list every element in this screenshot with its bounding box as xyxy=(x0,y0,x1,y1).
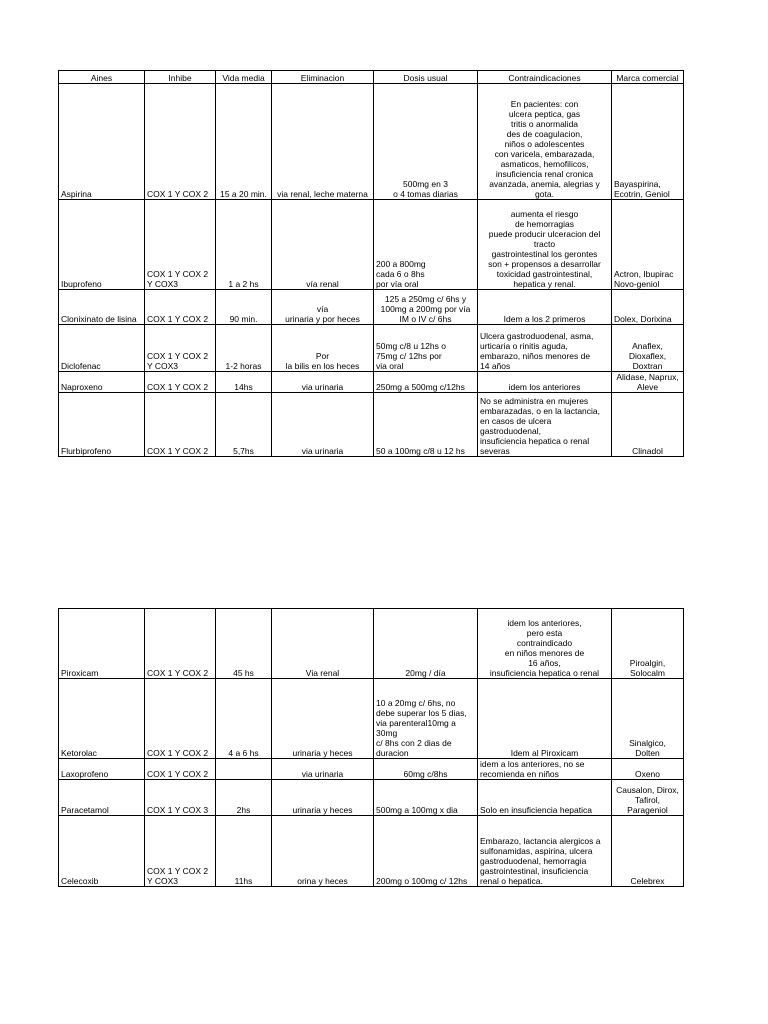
cell-inhibe: COX 1 Y COX 2 xyxy=(145,84,216,200)
table-row xyxy=(59,372,684,393)
cell-vida-media: 45 hs xyxy=(216,609,272,679)
cell-marca: Bayaspirina, Ecotrin, Geniol xyxy=(612,84,684,200)
cell-marca: Clinadol xyxy=(612,393,684,457)
cell-inhibe: COX 1 Y COX 2 xyxy=(145,372,216,393)
cell-vida-media: 2hs xyxy=(216,780,272,816)
cell-aines: Paracetamol xyxy=(59,780,145,816)
cell-inhibe: COX 1 Y COX 2 xyxy=(145,290,216,325)
cell-eliminacion: via urinaria xyxy=(272,393,374,457)
cell-dosis: 125 a 250mg c/ 6hs y 100mg a 200mg por vía IM o IV c/ 6hs xyxy=(374,290,478,325)
table-header-row xyxy=(59,71,684,84)
table-row xyxy=(59,816,684,887)
header-contraindicaciones: Contraindicaciones xyxy=(478,71,612,84)
cell-vida-media: 90 min. xyxy=(216,290,272,325)
cell-marca: Alidase, Naprux, Aleve xyxy=(612,372,684,393)
cell-dosis: 50 a 100mg c/8 u 12 hs xyxy=(374,393,478,457)
cell-aines: Ketorolac xyxy=(59,679,145,759)
cell-marca: Piroalgin, Solocalm xyxy=(612,609,684,679)
nsaid-table-2 xyxy=(58,608,684,887)
cell-marca: Celebrex xyxy=(612,816,684,887)
cell-eliminacion: urinaria y heces xyxy=(272,679,374,759)
cell-inhibe: COX 1 Y COX 3 xyxy=(145,780,216,816)
cell-aines: Laxoprofeno xyxy=(59,759,145,780)
cell-aines: Ibuprofeno xyxy=(59,200,145,290)
table-row xyxy=(59,679,684,759)
cell-marca: Oxeno xyxy=(612,759,684,780)
cell-vida-media: 1 a 2 hs xyxy=(216,200,272,290)
cell-aines: Aspirina xyxy=(59,84,145,200)
cell-contraindicaciones: Ulcera gastroduodenal, asma, urticaria o rinitis aguda, embarazo, niños menores de 14 años xyxy=(478,325,612,372)
cell-vida-media: 4 a 6 hs xyxy=(216,679,272,759)
cell-eliminacion: via urinaria xyxy=(272,372,374,393)
table-row xyxy=(59,200,684,290)
cell-contraindicaciones: Solo en insuficiencia hepatica xyxy=(478,780,612,816)
cell-marca: Sinalgico, Dolten xyxy=(612,679,684,759)
cell-inhibe: COX 1 Y COX 2 xyxy=(145,679,216,759)
cell-contraindicaciones: idem los anteriores xyxy=(478,372,612,393)
table-row xyxy=(59,609,684,679)
header-vida-media: Vida media xyxy=(216,71,272,84)
cell-eliminacion: via renal, leche materna xyxy=(272,84,374,200)
cell-dosis: 20mg / día xyxy=(374,609,478,679)
cell-eliminacion: Via renal xyxy=(272,609,374,679)
cell-aines: Naproxeno xyxy=(59,372,145,393)
cell-vida-media: 11hs xyxy=(216,816,272,887)
cell-dosis: 60mg c/8hs xyxy=(374,759,478,780)
cell-inhibe: COX 1 Y COX 2 Y COX3 xyxy=(145,816,216,887)
cell-inhibe: COX 1 Y COX 2 xyxy=(145,759,216,780)
cell-marca: Actron, Ibupirac Novo-geniol xyxy=(612,200,684,290)
cell-eliminacion: Por la bilis en los heces xyxy=(272,325,374,372)
cell-contraindicaciones: Embarazo, lactancia alergicos a sulfonamidas, aspirina, ulcera gastroduodenal, hemorragia gastrointestinal, insuficiencia renal o hepatica. xyxy=(478,816,612,887)
cell-contraindicaciones: Idem al Piroxicam xyxy=(478,679,612,759)
nsaid-table-1 xyxy=(58,70,684,457)
table-row xyxy=(59,780,684,816)
table-row xyxy=(59,84,684,200)
cell-dosis: 200 a 800mg cada 6 o 8hs por vía oral xyxy=(374,200,478,290)
cell-aines: Celecoxib xyxy=(59,816,145,887)
cell-inhibe: COX 1 Y COX 2 Y COX3 xyxy=(145,325,216,372)
nsaid-table-1-body xyxy=(59,71,684,457)
cell-contraindicaciones: No se administra en mujeres embarazadas, o en la lactancia, en casos de ulcera gastroduodenal, insuficiencia hepatica o renal severas xyxy=(478,393,612,457)
cell-dosis: 500mg en 3 o 4 tomas diarias xyxy=(374,84,478,200)
header-marca: Marca comercial xyxy=(612,71,684,84)
cell-aines: Clonixinato de lisina xyxy=(59,290,145,325)
cell-marca: Anaflex, Dioxaflex, Doxtran xyxy=(612,325,684,372)
cell-vida-media: 1-2 horas xyxy=(216,325,272,372)
cell-contraindicaciones: idem a los anteriores, no se recomienda en niños xyxy=(478,759,612,780)
cell-contraindicaciones: aumenta el riesgo de hemorragias puede producir ulceracion del tracto gastrointestinal los gerontes son + propensos a desarrollar toxicidad gastrointestinal, hepatica y renal. xyxy=(478,200,612,290)
cell-contraindicaciones: Idem a los 2 primeros xyxy=(478,290,612,325)
cell-aines: Diclofenac xyxy=(59,325,145,372)
table-row xyxy=(59,325,684,372)
cell-eliminacion: via urinaria xyxy=(272,759,374,780)
cell-dosis: 10 a 20mg c/ 6hs, no debe superar los 5 dias, via parenteral10mg a 30mg c/ 8hs con 2 dias de duracion xyxy=(374,679,478,759)
nsaid-table-2-body xyxy=(59,609,684,887)
header-inhibe: Inhibe xyxy=(145,71,216,84)
cell-dosis: 200mg o 100mg c/ 12hs xyxy=(374,816,478,887)
cell-aines: Flurbiprofeno xyxy=(59,393,145,457)
table-row xyxy=(59,393,684,457)
cell-vida-media: 5,7hs xyxy=(216,393,272,457)
cell-contraindicaciones: idem los anteriores, pero esta contraindicado en niños menores de 16 años, insuficiencia hepatica o renal xyxy=(478,609,612,679)
cell-vida-media: 14hs xyxy=(216,372,272,393)
cell-eliminacion: urinaria y heces xyxy=(272,780,374,816)
cell-inhibe: COX 1 Y COX 2 Y COX3 xyxy=(145,200,216,290)
cell-vida-media: 15 a 20 min. xyxy=(216,84,272,200)
cell-aines: Piroxicam xyxy=(59,609,145,679)
cell-eliminacion: vía urinaria y por heces xyxy=(272,290,374,325)
cell-marca: Dolex, Dorixina xyxy=(612,290,684,325)
header-aines: Aines xyxy=(59,71,145,84)
cell-dosis: 250mg a 500mg c/12hs xyxy=(374,372,478,393)
cell-vida-media xyxy=(216,759,272,780)
cell-eliminacion: orina y heces xyxy=(272,816,374,887)
cell-marca: Causalon, Dirox, Tafirol, Parageniol xyxy=(612,780,684,816)
cell-inhibe: COX 1 Y COX 2 xyxy=(145,609,216,679)
cell-eliminacion: vía renal xyxy=(272,200,374,290)
header-eliminacion: Eliminacion xyxy=(272,71,374,84)
cell-dosis: 500mg a 100mg x dia xyxy=(374,780,478,816)
header-dosis: Dosis usual xyxy=(374,71,478,84)
cell-dosis: 50mg c/8 u 12hs o 75mg c/ 12hs por via oral xyxy=(374,325,478,372)
table-row xyxy=(59,290,684,325)
cell-contraindicaciones: En pacientes: con ulcera peptica, gas tritis o anormalida des de coagulacion, niños o adolescentes con varicela, embarazada, asmaticos, hemofilicos, insuficiencia renal cronica avanzada, anemia, alegrias y gota. xyxy=(478,84,612,200)
table-row xyxy=(59,759,684,780)
cell-inhibe: COX 1 Y COX 2 xyxy=(145,393,216,457)
